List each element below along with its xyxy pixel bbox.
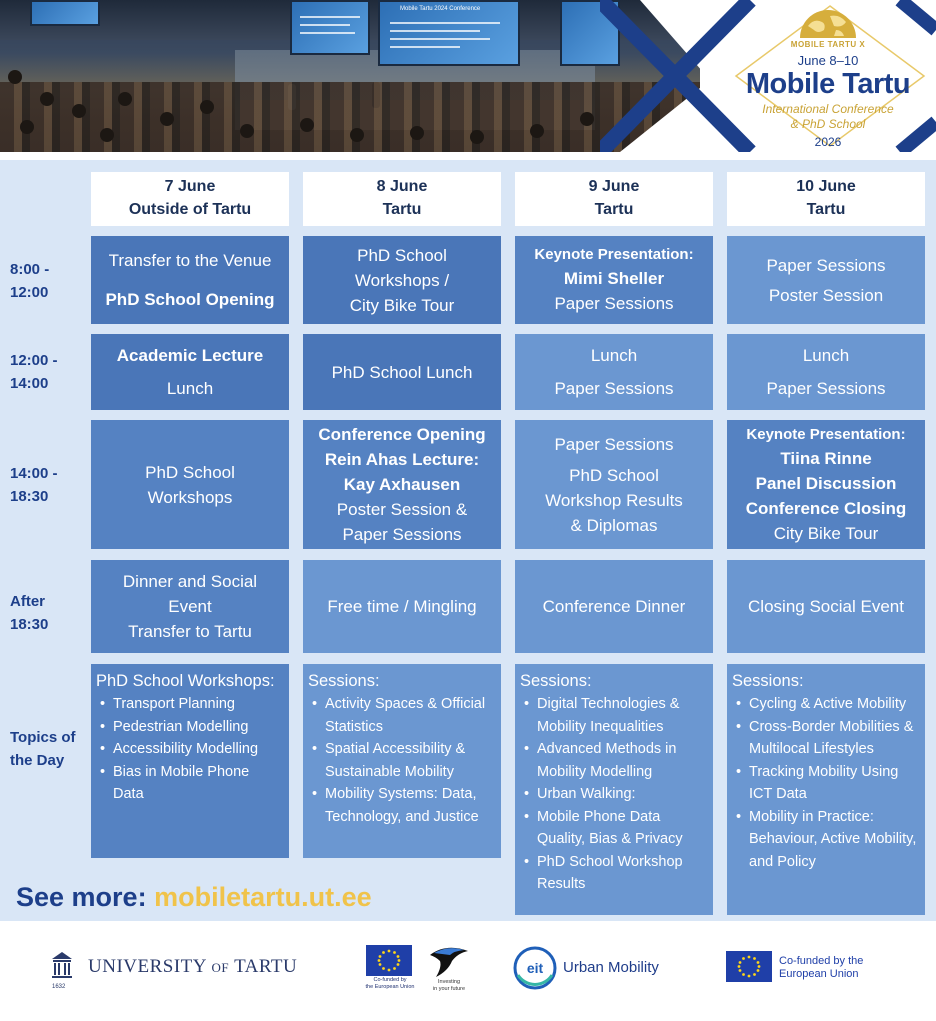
list-item: • Pedestrian Modelling [99,716,283,739]
slot-afternoon-day3: Paper Sessions PhD School Workshop Results & Diplomas [515,420,713,549]
topics-heading: Sessions: [732,672,804,690]
topics-heading: Sessions: [308,672,380,690]
time-label-topics: Topics of the Day [10,729,76,769]
slot-evening-day3: Conference Dinner [515,560,713,653]
estonia-swallow-icon [428,941,470,981]
eu-flag-small-icon [366,945,412,976]
time-label-midday: 12:00 - 14:00 [10,352,58,392]
list-item: • Mobile Phone Data Quality, Bias & Privacy [523,806,707,851]
day-header-10-june: 10 June Tartu [727,172,925,226]
slot-morning-day3: Keynote Presentation: Mimi Sheller Paper Sessions [515,236,713,324]
topics-heading: Sessions: [520,672,592,690]
list-item: • Accessibility Modelling [99,738,283,761]
eu-cofunded-caption-small: Co-funded by the European Union [365,977,415,990]
eu-flag-icon [726,951,772,982]
slot-morning-day1: Transfer to the Venue PhD School Opening [91,236,289,324]
slot-morning-day2: PhD School Workshops / City Bike Tour [303,236,501,324]
list-item: • Bias in Mobile Phone Data [99,761,283,806]
header-banner [0,0,936,152]
list-item: • Urban Walking: [523,783,707,806]
university-name: UNIVERSITY OF TARTU [88,956,298,977]
eit-urban-mobility-name: Urban Mobility [563,959,659,976]
time-label-afternoon: 14:00 - 18:30 [10,465,58,505]
day-header-7-june: 7 June Outside of Tartu [91,172,289,226]
slot-midday-day2: PhD School Lunch [303,334,501,410]
list-item: • Mobility Systems: Data, Technology, and Justice [311,783,495,828]
day-header-8-june: 8 June Tartu [303,172,501,226]
slot-midday-day4: Lunch Paper Sessions [727,334,925,410]
schedule-table [0,160,936,921]
conference-dates: June 8–10 [797,53,859,68]
university-founding-year: 1632 [52,984,66,990]
day-header-9-june: 9 June Tartu [515,172,713,226]
topics-day2 [303,664,501,858]
slot-midday-day1: Academic Lecture Lunch [91,334,289,410]
topics-list [311,693,495,828]
logo-wordmark: MOBILE TARTU X [790,40,866,49]
eit-mark-text: eit [526,960,544,976]
eu-cofunded-caption: Co-funded by the European Union [779,955,864,980]
list-item: • Digital Technologies & Mobility Inequalities [523,693,707,738]
see-more-line [16,882,372,913]
website-link[interactable]: mobiletartu.ut.ee [154,882,372,912]
globe-logo-icon [796,6,860,40]
slide-title: Mobile Tartu 2024 Conference [400,6,481,12]
estonia-caption: Investing in your future [432,979,466,992]
conference-title: Mobile Tartu [745,68,911,100]
footer-logos [0,921,936,1021]
list-item: • Advanced Methods in Mobility Modelling [523,738,707,783]
list-item: • PhD School Workshop Results [523,851,707,896]
time-label-morning: 8:00 - 12:00 [10,261,50,301]
eit-logo-icon [512,945,558,991]
topics-list [735,693,919,873]
time-label-evening: After 18:30 [10,593,49,633]
slot-evening-day4: Closing Social Event [727,560,925,653]
slot-afternoon-day4: Keynote Presentation: Tiina Rinne Panel Discussion Conference Closing City Bike Tour [727,420,925,549]
see-more-label: See more: [16,882,147,912]
slot-morning-day4: Paper Sessions Poster Session [727,236,925,324]
slot-afternoon-day2: Conference Opening Rein Ahas Lecture: Kay Axhausen Poster Session & Paper Sessions [303,420,501,549]
conference-year: 2026 [814,135,842,149]
list-item: • Cross-Border Mobilities & Multilocal Lifestyles [735,716,919,761]
slot-midday-day3: Lunch Paper Sessions [515,334,713,410]
list-item: • Mobility in Practice: Behaviour, Active Mobility, and Policy [735,806,919,874]
university-crest-icon [50,949,74,983]
conference-hall-photo [0,0,700,152]
list-item: • Spatial Accessibility & Sustainable Mobility [311,738,495,783]
topics-heading: PhD School Workshops: [96,672,275,690]
topics-day4 [727,664,925,915]
topics-list [523,693,707,896]
list-item: • Tracking Mobility Using ICT Data [735,761,919,806]
topics-list [99,693,283,806]
slot-evening-day1: Dinner and Social Event Transfer to Tartu [91,560,289,653]
topics-day3 [515,664,713,915]
list-item: • Transport Planning [99,693,283,716]
list-item: • Cycling & Active Mobility [735,693,919,716]
topics-day1 [91,664,289,858]
slot-evening-day2: Free time / Mingling [303,560,501,653]
slot-afternoon-day1: PhD School Workshops [91,420,289,549]
conference-subtitle: International Conference & PhD School [762,102,894,131]
list-item: • Activity Spaces & Official Statistics [311,693,495,738]
